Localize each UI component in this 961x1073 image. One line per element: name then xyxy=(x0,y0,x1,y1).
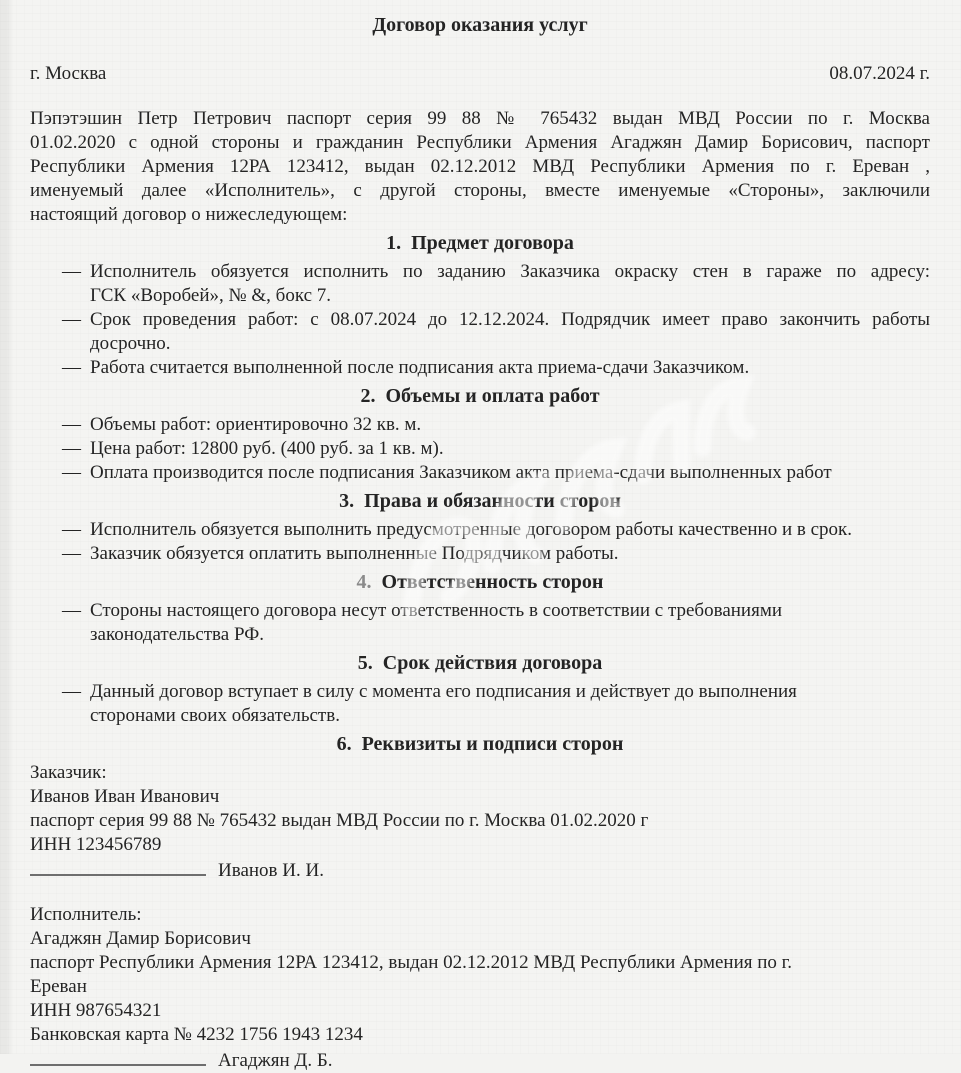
list-item-line: ГСК «Воробей», № &, бокс 7. xyxy=(90,285,332,306)
list-item-line: Стороны настоящего договора несут ответственность в соответствии с требованиями xyxy=(90,600,783,621)
section-title: Объемы и оплата работ xyxy=(385,385,600,407)
contractor-role-label: Исполнитель: xyxy=(30,904,142,925)
list-item xyxy=(62,461,930,485)
list-dash: — xyxy=(62,600,81,621)
section-title: Ответственность сторон xyxy=(381,571,604,593)
list-item xyxy=(62,413,930,437)
list-dash: — xyxy=(62,438,81,459)
list-dash: — xyxy=(62,309,81,330)
section-number: 3. xyxy=(339,490,355,512)
contractor-passport-line: паспорт Республики Армения 12РА 123412, выдан 02.12.2012 МВД Республики Армения по г. xyxy=(30,952,793,973)
list-item xyxy=(62,437,930,461)
section-heading-3 xyxy=(30,489,930,514)
intro-line: настоящий договор о нижеследующем: xyxy=(30,204,348,225)
customer-name: Иванов Иван Иванович xyxy=(30,786,220,807)
contractor-signature-line xyxy=(30,1047,206,1066)
section-number: 6. xyxy=(336,733,352,755)
customer-role-label: Заказчик: xyxy=(30,762,107,783)
section-heading-4 xyxy=(30,570,930,595)
customer-requisites xyxy=(30,761,930,883)
contractor-requisites xyxy=(30,903,930,1073)
section-heading-6 xyxy=(30,732,930,757)
list-item-line: Срок проведения работ: с 08.07.2024 до 12.12.2024. Подрядчик имеет право закончить работы xyxy=(90,309,930,330)
contractor-name: Агаджян Дамир Борисович xyxy=(30,928,251,949)
list-item-line: Исполнитель обязуется исполнить по заданию Заказчика окраску стен в гараже по адресу: xyxy=(90,261,930,282)
section-heading-2 xyxy=(30,384,930,409)
list-item xyxy=(62,680,930,728)
section-heading-1 xyxy=(30,231,930,256)
section-title: Срок действия договора xyxy=(382,652,603,674)
section-title: Права и обязанности сторон xyxy=(364,490,621,512)
intro-line: Республики Армения 12РА 123412, выдан 02.12.2012 МВД Республики Армения по г. Ереван , xyxy=(30,156,930,177)
list-dash: — xyxy=(62,357,81,378)
list-item-line: Исполнитель обязуется выполнить предусмотренные договором работы качественно и в срок. xyxy=(90,519,853,540)
section-number: 1. xyxy=(386,232,402,254)
customer-inn: ИНН 123456789 xyxy=(30,834,162,855)
section-number: 4. xyxy=(356,571,372,593)
customer-signature-line xyxy=(30,857,206,876)
list-dash: — xyxy=(62,543,81,564)
section-heading-5 xyxy=(30,651,930,676)
intro-paragraph xyxy=(30,107,930,227)
section-title: Реквизиты и подписи сторон xyxy=(361,733,624,755)
intro-line: Пэпэтэшин Петр Петрович паспорт серия 99 88 № 765432 выдан МВД России по г. Москва xyxy=(30,108,930,129)
contract-content xyxy=(30,12,930,1073)
section-title: Предмет договора xyxy=(411,232,574,254)
list-item xyxy=(62,518,930,542)
list-item xyxy=(62,599,930,647)
customer-signature-row xyxy=(30,857,930,883)
contract-date: 08.07.2024 г. xyxy=(829,63,930,84)
contract-place: г. Москва xyxy=(30,63,107,84)
list-item-line: Объемы работ: ориентировочно 32 кв. м. xyxy=(90,414,422,435)
contractor-passport-line: Ереван xyxy=(30,976,87,997)
list-item xyxy=(62,260,930,308)
list-item-line: сторонами своих обязательств. xyxy=(90,705,340,726)
list-dash: — xyxy=(62,681,81,702)
contractor-signature-name: Агаджян Д. Б. xyxy=(218,1050,333,1071)
intro-line: 01.02.2020 с одной стороны и гражданин Республики Армения Агаджян Дамир Борисович, паспорт xyxy=(30,132,930,153)
contractor-bank-card: Банковская карта № 4232 1756 1943 1234 xyxy=(30,1024,363,1045)
list-dash: — xyxy=(62,519,81,540)
list-dash: — xyxy=(62,414,81,435)
list-item-line: Оплата производится после подписания Заказчиком акта приема-сдачи выполненных работ xyxy=(90,462,832,483)
customer-signature-name: Иванов И. И. xyxy=(218,860,324,881)
contractor-signature-row xyxy=(30,1047,930,1073)
list-item xyxy=(62,542,930,566)
list-dash: — xyxy=(62,462,81,483)
list-item-line: законодательства РФ. xyxy=(90,624,264,645)
list-item-line: досрочно. xyxy=(90,333,171,354)
section-number: 2. xyxy=(360,385,376,407)
contractor-inn: ИНН 987654321 xyxy=(30,1000,162,1021)
list-item-line: Данный договор вступает в силу с момента его подписания и действует до выполнения xyxy=(90,681,797,702)
list-item-line: Цена работ: 12800 руб. (400 руб. за 1 кв. м). xyxy=(90,438,444,459)
list-item xyxy=(62,308,930,356)
list-item xyxy=(62,356,930,380)
list-item-line: Заказчик обязуется оплатить выполненные Подрядчиком работы. xyxy=(90,543,619,564)
document-title: Договор оказания услуг xyxy=(372,14,588,36)
section-number: 5. xyxy=(357,652,373,674)
place-date-row xyxy=(30,62,930,86)
list-dash: — xyxy=(62,261,81,282)
list-item-line: Работа считается выполненной после подписания акта приема-сдачи Заказчиком. xyxy=(90,357,750,378)
customer-passport: паспорт серия 99 88 № 765432 выдан МВД России по г. Москва 01.02.2020 г xyxy=(30,810,649,831)
intro-line: именуемый далее «Исполнитель», с другой стороны, вместе именуемые «Стороны», заключили xyxy=(30,180,930,201)
